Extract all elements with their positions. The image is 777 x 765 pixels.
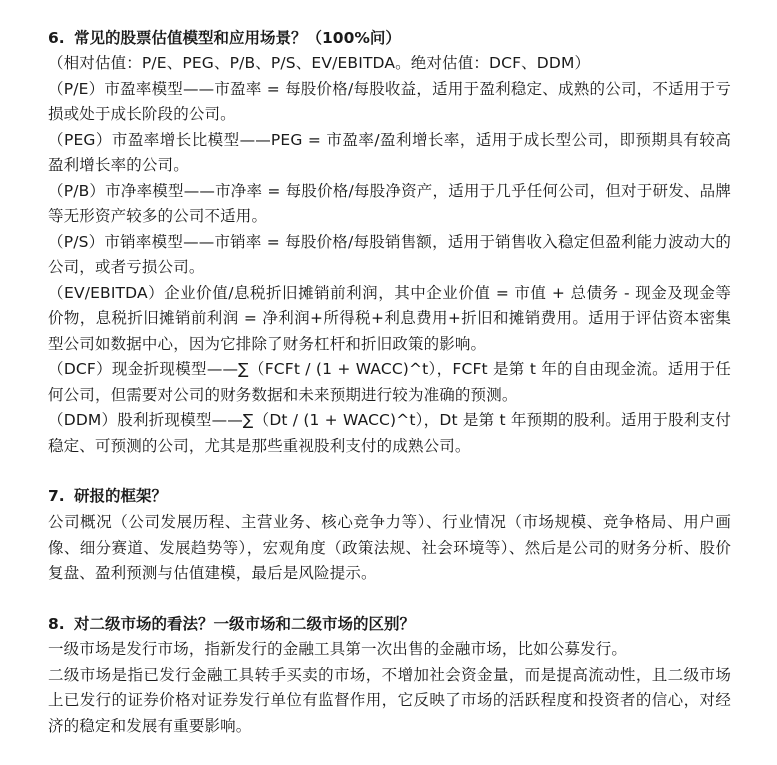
q8-number: 8.	[48, 615, 65, 633]
q6-number: 6.	[48, 29, 65, 47]
q7-title: 研报的框架？	[74, 487, 168, 505]
q7-body	[48, 510, 731, 587]
q6-line-pe: （P/E）市盈率模型——市盈率 = 每股价格/每股收益，适用于盈利稳定、成熟的公司，不适用于亏损或处于成长阶段的公司。	[48, 79, 731, 123]
q8-title: 对二级市场的看法？一级市场和二级市场的区别？	[74, 615, 416, 633]
q8-heading	[48, 612, 731, 637]
q6-line-peg: （PEG）市盈率增长比模型——PEG = 市盈率/盈利增长率，适用于成长型公司，即预期具有较高盈利增长率的公司。	[48, 130, 731, 174]
q6-line-overview: （相对估值：P/E、PEG、P/B、P/S、EV/EBITDA。绝对估值：DCF、DDM）	[48, 54, 591, 72]
q6-line-pb: （P/B）市净率模型——市净率 = 每股价格/每股净资产，适用于几乎任何公司，但对于研发、品牌等无形资产较多的公司不适用。	[48, 181, 731, 225]
q7-number: 7.	[48, 487, 65, 505]
q8-line-secondary-market: 二级市场是指已发行金融工具转手买卖的市场，不增加社会资金量，而是提高流动性，且二级市场上已发行的证券价格对证券发行单位有监督作用，它反映了市场的活跃程度和投资者的信心，对经济的稳定和发展有重要影响。	[48, 665, 731, 735]
q7-heading	[48, 484, 731, 509]
q6-line-dcf: （DCF）现金折现模型——∑（FCFt / (1 + WACC)^t），FCFt 是第 t 年的自由现金流。适用于任何公司，但需要对公司的财务数据和未来预期进行较为准确的预测。	[48, 360, 731, 404]
q8-line-primary-market: 一级市场是发行市场，指新发行的金融工具第一次出售的金融市场，比如公募发行。	[48, 640, 628, 658]
q6-title: 常见的股票估值模型和应用场景？（100%问）	[74, 29, 401, 47]
q8-body	[48, 637, 731, 739]
q6-body	[48, 51, 731, 459]
q6-heading	[48, 26, 731, 51]
q6-line-ev-ebitda: （EV/EBITDA）企业价值/息税折旧摊销前利润，其中企业价值 = 市值 + 总债务 - 现金及现金等价物，息税折旧摊销前利润 = 净利润+所得税+利息费用+折旧和摊销费用。适用于评估资本密集型公司如数据中心，因为它排除了财务杠杆和折旧政策的影响。	[48, 283, 731, 353]
q6-line-ps: （P/S）市销率模型——市销率 = 每股价格/每股销售额，适用于销售收入稳定但盈利能力波动大的公司，或者亏损公司。	[48, 232, 731, 276]
q6-line-ddm: （DDM）股利折现模型——∑（Dt / (1 + WACC)^t），Dt 是第 t 年预期的股利。适用于股利支付稳定、可预测的公司，尤其是那些重视股利支付的成熟公司。	[48, 411, 731, 455]
q7-line-framework: 公司概况（公司发展历程、主营业务、核心竞争力等）、行业情况（市场规模、竞争格局、用户画像、细分赛道、发展趋势等），宏观角度（政策法规、社会环境等）、然后是公司的财务分析、股价复盘、盈利预测与估值建模，最后是风险提示。	[48, 513, 731, 582]
